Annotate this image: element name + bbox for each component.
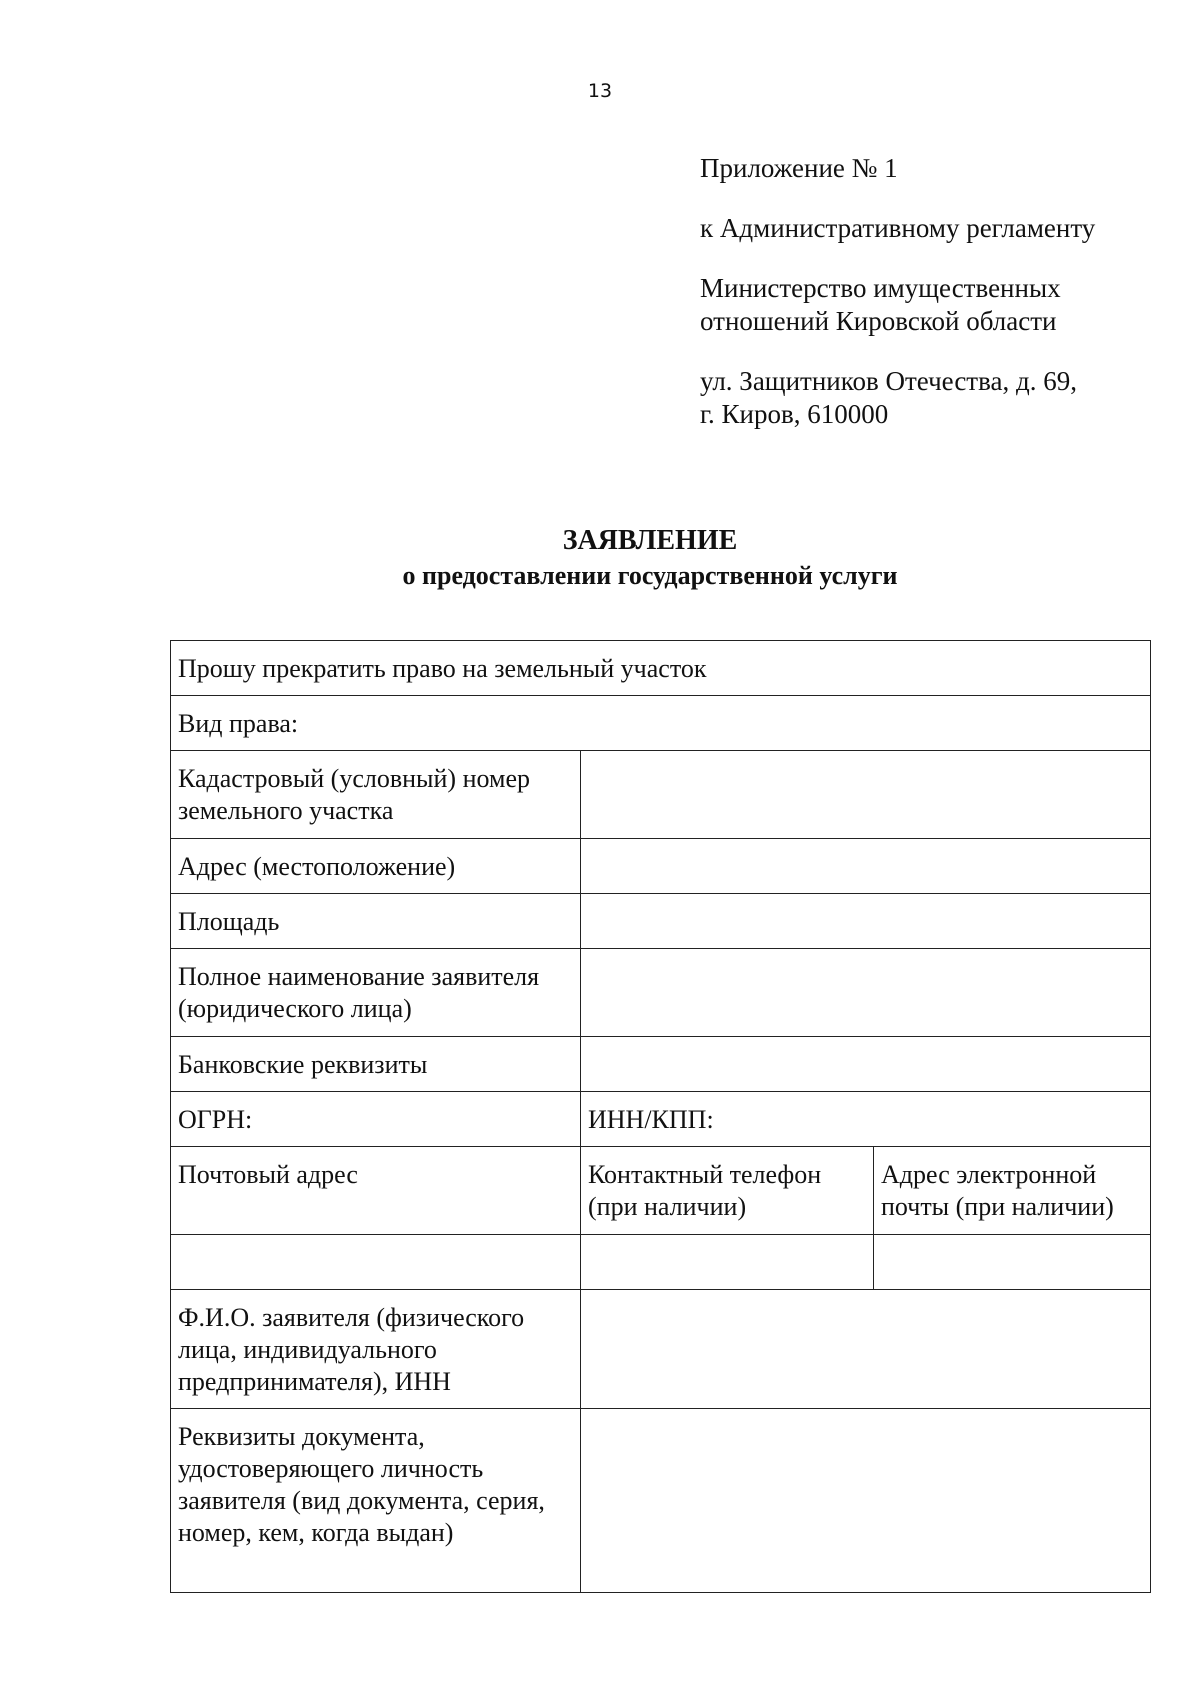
- cadastral-number-field[interactable]: [581, 751, 1151, 839]
- appendix-number: Приложение № 1: [700, 153, 898, 183]
- table-row: [171, 1290, 1151, 1409]
- table-row: [171, 1037, 1151, 1092]
- postal-address-label: Почтовый адрес: [171, 1147, 581, 1235]
- table-row: [171, 1235, 1151, 1290]
- table-row: [171, 949, 1151, 1037]
- table-row: [171, 1092, 1151, 1147]
- contact-phone-label: Контактный телефон (при наличии): [581, 1147, 874, 1235]
- table-row: [171, 1409, 1151, 1593]
- bank-details-label: Банковские реквизиты: [171, 1037, 581, 1092]
- area-label: Площадь: [171, 894, 581, 949]
- legal-entity-name-label: Полное наименование заявителя (юридического лица): [171, 949, 581, 1037]
- table-row: [171, 839, 1151, 894]
- individual-applicant-field[interactable]: [581, 1290, 1151, 1409]
- email-address-field[interactable]: [874, 1235, 1151, 1290]
- application-form-table: [170, 640, 1151, 1593]
- table-row: [171, 751, 1151, 839]
- table-row: [171, 696, 1151, 751]
- bank-details-field[interactable]: [581, 1037, 1151, 1092]
- ministry-address-line-1: ул. Защитников Отечества, д. 69,: [700, 366, 1077, 396]
- identity-document-label: Реквизиты документа, удостоверяющего личность заявителя (вид документа, серия, номер, кем, когда выдан): [171, 1409, 581, 1593]
- document-title: ЗАЯВЛЕНИЕ: [562, 525, 738, 556]
- table-row: [171, 641, 1151, 696]
- ministry-address-line-2: г. Киров, 610000: [700, 399, 889, 429]
- ogrn-field[interactable]: ОГРН:: [171, 1092, 581, 1147]
- right-type-field[interactable]: Вид права:: [171, 696, 1151, 751]
- legal-entity-name-field[interactable]: [581, 949, 1151, 1037]
- ministry-name-line-2: отношений Кировской области: [700, 306, 1057, 336]
- area-field[interactable]: [581, 894, 1151, 949]
- email-address-label: Адрес электронной почты (при наличии): [874, 1147, 1151, 1235]
- inn-kpp-field[interactable]: ИНН/КПП:: [581, 1092, 1151, 1147]
- page-number: 13: [587, 80, 613, 102]
- document-subtitle: о предоставлении государственной услуги: [402, 561, 898, 590]
- individual-applicant-label: Ф.И.О. заявителя (физического лица, индивидуального предпринимателя), ИНН: [171, 1290, 581, 1409]
- postal-address-field[interactable]: [171, 1235, 581, 1290]
- request-statement-cell: Прошу прекратить право на земельный участок: [171, 641, 1151, 696]
- table-row: [171, 894, 1151, 949]
- address-label: Адрес (местоположение): [171, 839, 581, 894]
- address-field[interactable]: [581, 839, 1151, 894]
- ministry-name-line-1: Министерство имущественных: [700, 273, 1061, 303]
- addressee-block: [700, 152, 1170, 431]
- identity-document-field[interactable]: [581, 1409, 1151, 1593]
- appendix-reference: к Административному регламенту: [700, 213, 1096, 243]
- contact-phone-field[interactable]: [581, 1235, 874, 1290]
- cadastral-number-label: Кадастровый (условный) номер земельного участка: [171, 751, 581, 839]
- table-row: [171, 1147, 1151, 1235]
